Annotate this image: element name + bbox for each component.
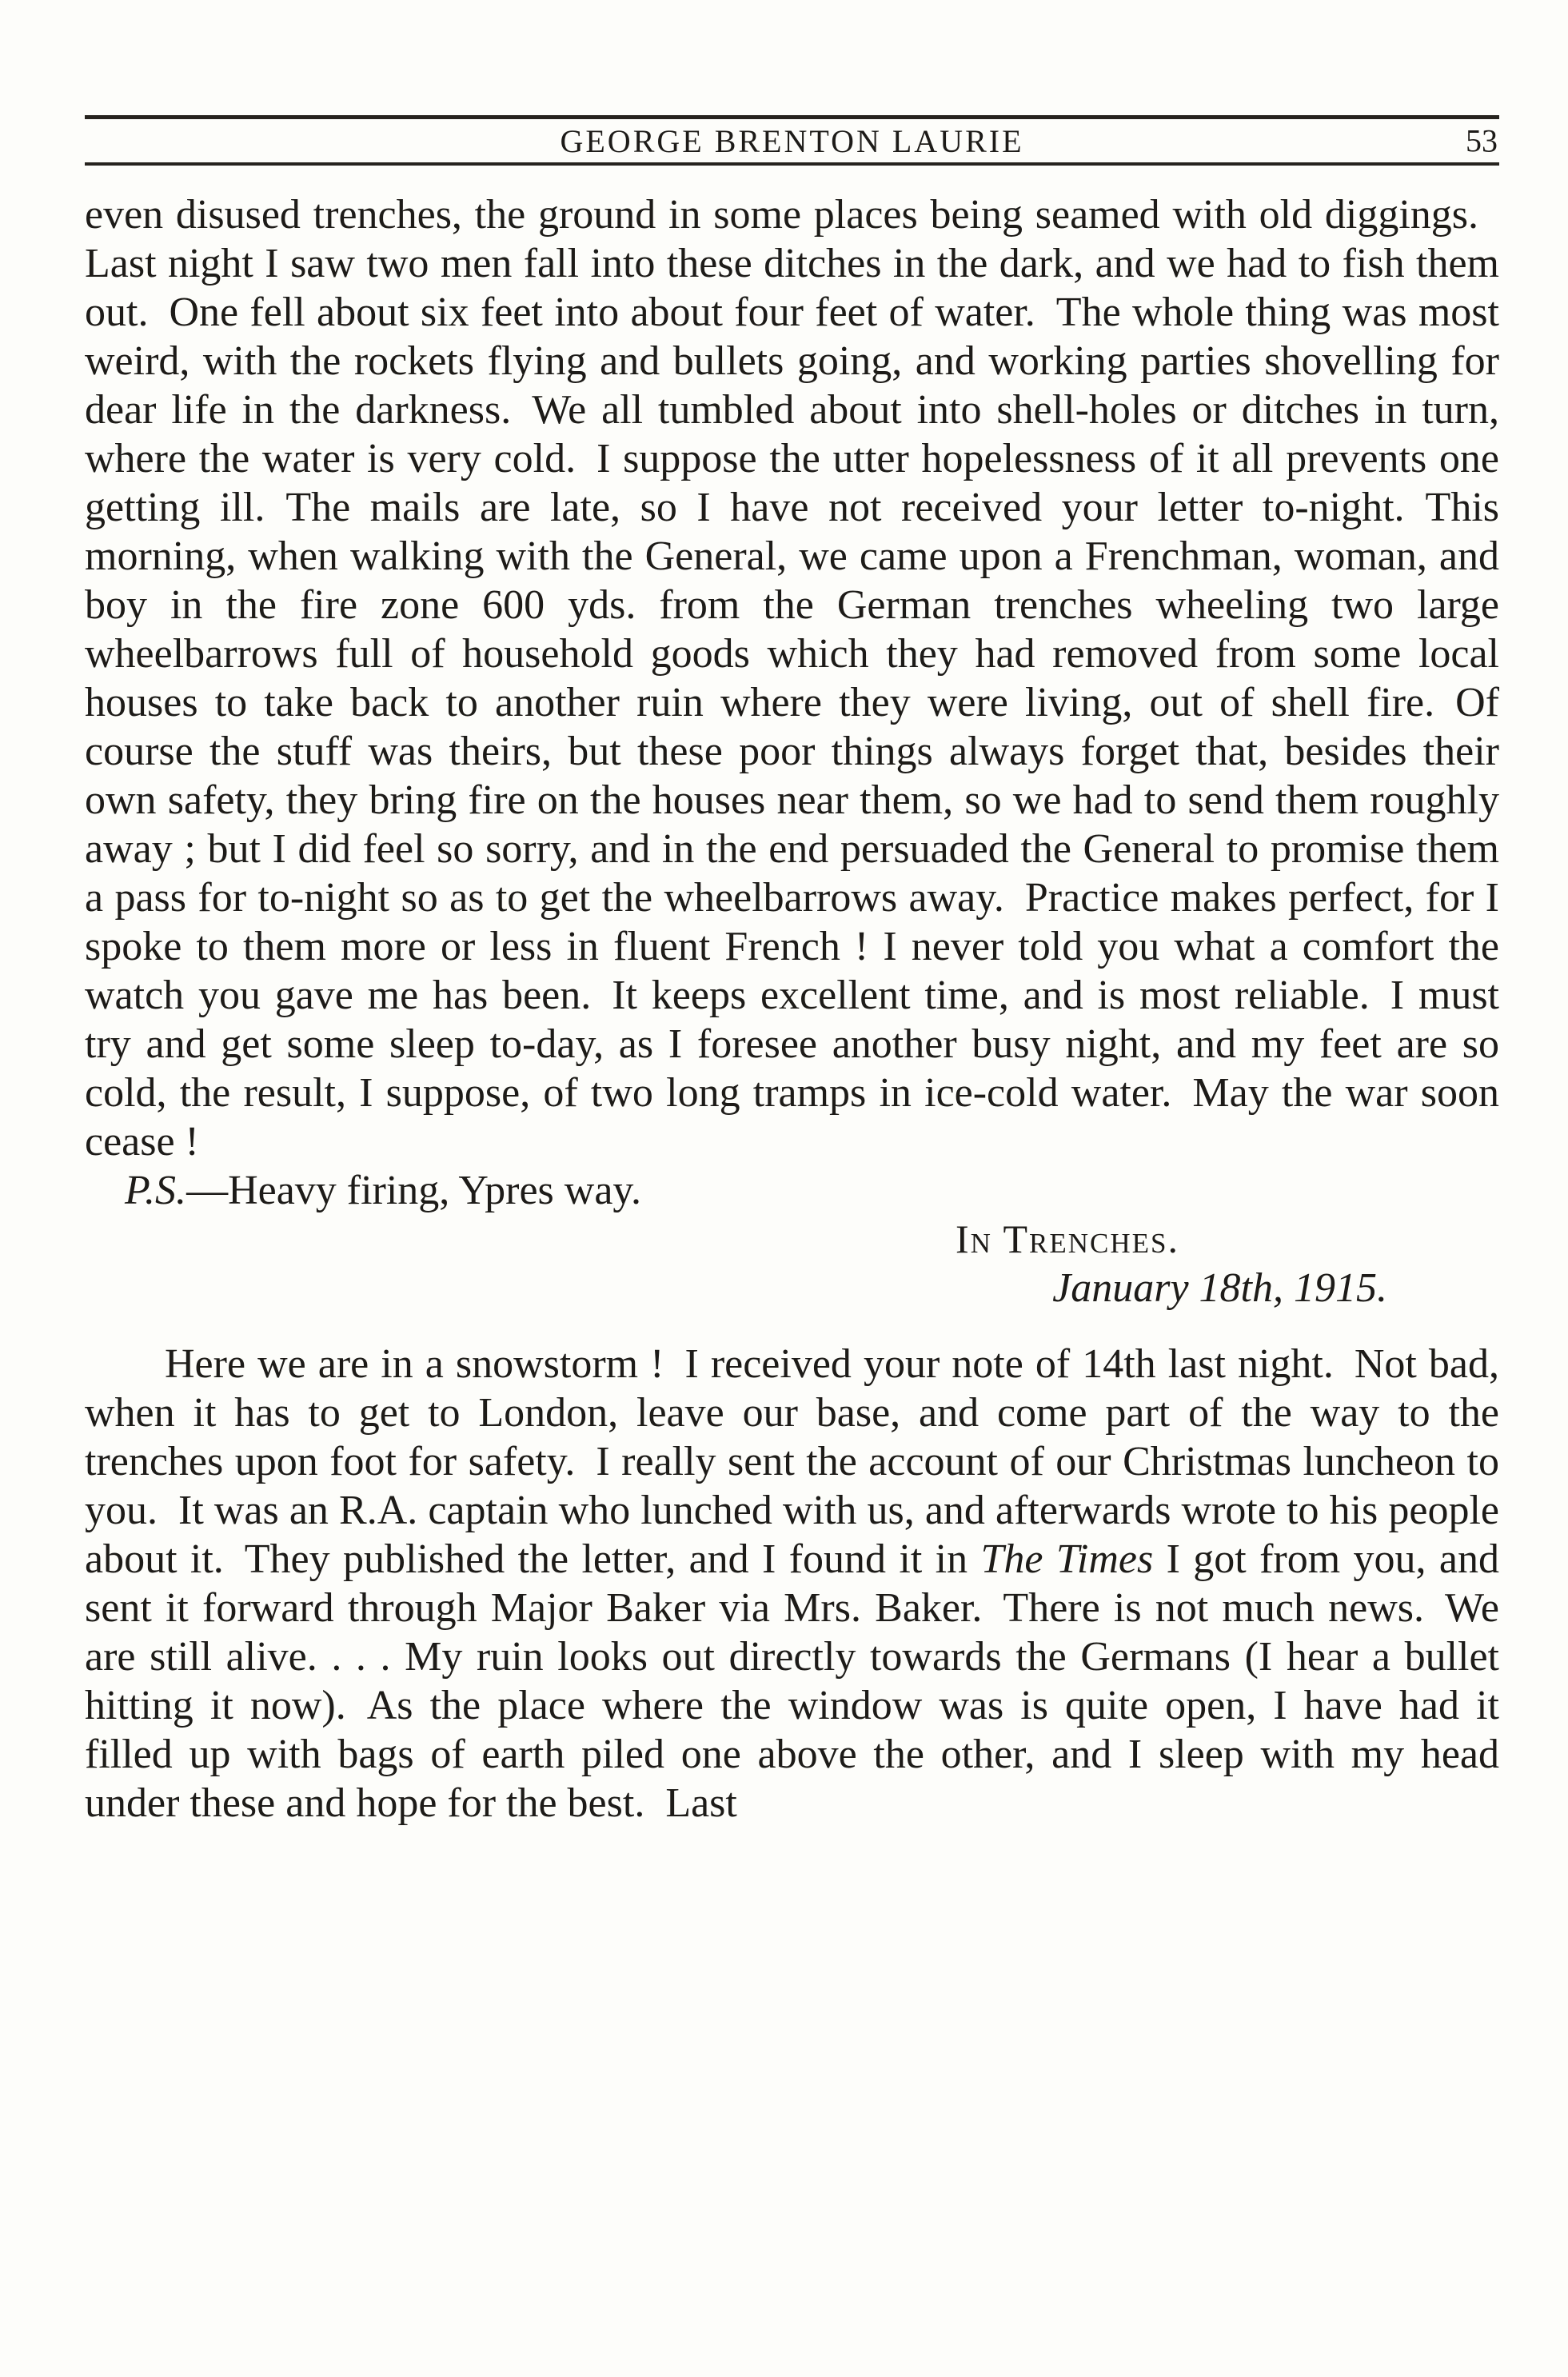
page-number: 53 [1466,122,1498,159]
running-title: GEORGE BRENTON LAURIE [560,122,1024,159]
section-heading: In Trenches. [955,1216,1179,1261]
page-header [85,115,1499,166]
letter-paragraph: Here we are in a snowstorm ! I received your note of 14th last night. Not bad, when it has to get to London, leave our base, and come part of the way to the trenches upon foot for safety. I really sent the account of our Christmas luncheon to you. It was an R.A. captain who lunched with us, and afterwards wrote to his people about it. They published the letter, and I found it in The Times I got from you, and sent it forward through Major Baker via Mrs. Baker. There is not much news. We are still alive. . . . My ruin looks out directly towards the Germans (I hear a bullet hitting it now). As the place where the window was is quite open, I have had it filled up with bags of earth piled one above the other, and I sleep with my head under these and hope for the best. Last [85,1341,1499,1826]
continuation-paragraph: even disused trenches, the ground in some places being seamed with old diggings. Last night I saw two men fall into these ditches in the dark, and we had to fish them out. One fell about six feet into about four feet of water. The whole thing was most weird, with the rockets flying and bullets going, and working parties shovelling for dear life in the darkness. We all tumbled about into shell-holes or ditches in turn, where the water is very cold. I suppose the utter hopelessness of it all prevents one getting ill. The mails are late, so I have not received your letter to-night. This morning, when walking with the General, we came upon a Frenchman, woman, and boy in the fire zone 600 yds. from the German trenches wheeling two large wheelbarrows full of household goods which they had removed from some local houses to take back to another ruin where they were living, out of shell fire. Of course the stuff was theirs, but these poor things always forget that, besides their own safety, they bring fire on the houses near them, so we had to send them roughly away ; but I did feel so sorry, and in the end persuaded the General to promise them a pass for to-night so as to get the wheelbarrows away. Practice makes perfect, for I spoke to them more or less in fluent French ! I never told you what a comfort the watch you gave me has been. It keeps excellent time, and is most reliable. I must try and get some sleep to-day, as I foresee another busy night, and my feet are so cold, the result, I suppose, of two long tramps in ice-cold water. May the war soon cease ! [85,192,1499,1165]
dateline: January 18th, 1915. [1052,1265,1387,1311]
postscript-line: P.S.—Heavy firing, Ypres way. [125,1168,642,1213]
body-paragraphs [85,190,1499,1828]
